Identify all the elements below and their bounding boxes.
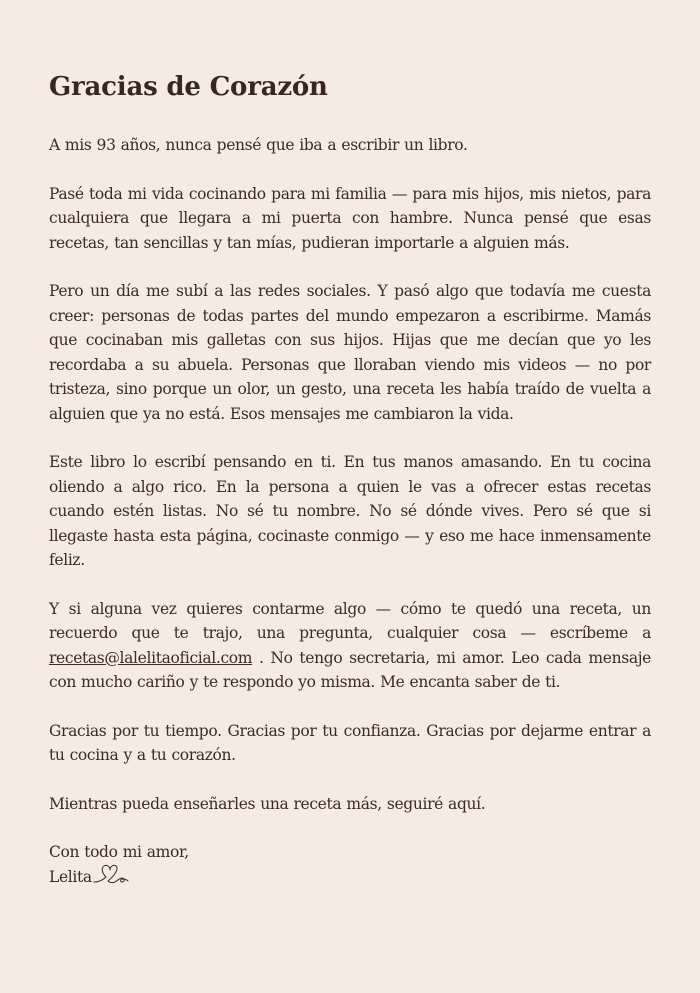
paragraph-book: Este libro lo escribí pensando en ti. En tus manos amasando. En tu cocina oliendo a algo rico. En la persona a quien le vas a ofrecer estas recetas cuando estén listas. No sé tu nombre. No sé dónde vives. Pero sé que si llegaste hasta esta página, cocinaste conmigo — y eso me hace inmensamente feliz. bbox=[49, 453, 651, 569]
contact-text-before: Y si alguna vez quieres contarme algo — cómo te quedó una receta, un recuerdo que te trajo, una pregunta, cualquier cosa — escríbeme a bbox=[49, 599, 651, 642]
page-title: Gracias de Corazón bbox=[49, 72, 328, 102]
closing-line: Con todo mi amor, bbox=[49, 843, 189, 861]
paragraph-thanks: Gracias por tu tiempo. Gracias por tu confianza. Gracias por dejarme entrar a tu cocina y a tu corazón. bbox=[49, 721, 651, 764]
paragraph-contact bbox=[49, 597, 651, 695]
contact-text-after: . No tengo secretaria, mi amor. Leo cada mensaje con mucho cariño y te respondo yo misma. Me encanta saber de ti. bbox=[49, 648, 651, 691]
signature-name: Lelita bbox=[49, 868, 92, 886]
paragraph-promise: Mientras pueda enseñarles una receta más, seguiré aquí. bbox=[49, 794, 486, 813]
signature-row bbox=[49, 865, 651, 890]
heart-flourish-icon bbox=[93, 863, 129, 889]
paragraph-family: Pasé toda mi vida cocinando para mi familia — para mis hijos, mis nietos, para cualquiera que llegara a mi puerta con hambre. Nunca pensé que esas recetas, tan sencillas y tan mías, pudieran importarle a alguien más. bbox=[49, 184, 651, 252]
paragraph-social: Pero un día me subí a las redes sociales. Y pasó algo que todavía me cuesta creer: personas de todas partes del mundo empezaron a escribirme. Mamás que cocinaban mis galletas con sus hijos. Hijas que me decían que yo les recordaba a su abuela. Personas que lloraban viendo mis videos — no por tristeza, sino porque un olor, un gesto, una receta les había traído de vuelta a alguien que ya no está. Esos mensajes me cambiaron la vida. bbox=[49, 282, 651, 423]
email-link[interactable]: recetas@lalelitaoficial.com bbox=[49, 648, 253, 667]
paragraph-intro: A mis 93 años, nunca pensé que iba a escribir un libro. bbox=[49, 136, 468, 154]
